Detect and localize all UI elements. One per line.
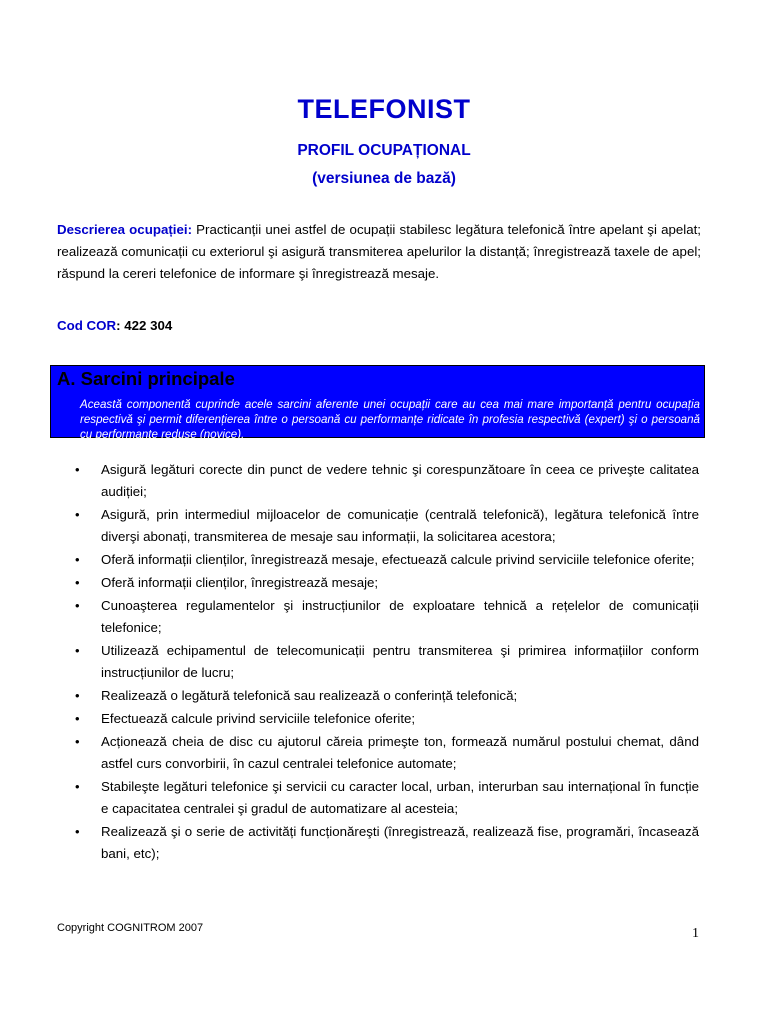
list-item [0, 459, 699, 503]
bullet-icon: • [75, 688, 80, 703]
task-text: Stabileşte legături telefonice şi servicii cu caracter local, urban, interurban sau internațional în funcție e capacitatea centralei şi gradul de automatizare al acesteia; [101, 779, 699, 816]
bullet-icon: • [75, 507, 80, 522]
cod-label: Cod COR [57, 318, 117, 333]
cod-value: 422 304 [120, 318, 173, 333]
document-version: (versiunea de bază) [312, 170, 456, 187]
list-item [0, 640, 699, 684]
list-item [0, 731, 699, 775]
footer-copyright: Copyright COGNITROM 2007 [57, 922, 204, 934]
list-item [0, 595, 699, 639]
task-text: Realizează şi o serie de activități funcționăreşti (înregistrează, realizează fise, programări, încasează bani, etc); [101, 824, 699, 861]
list-item [0, 708, 699, 730]
list-item [0, 685, 699, 707]
task-text: Acționează cheia de disc cu ajutorul căreia primeşte ton, formează numărul postului chemat, dând astfel curs convorbirii, în cazul centralei telefonice automate; [101, 734, 699, 771]
list-item [0, 572, 699, 594]
cod-cor [57, 315, 701, 337]
cod-colon: : [116, 318, 121, 333]
bullet-icon: • [75, 711, 80, 726]
task-list [0, 459, 768, 866]
description-text: Practicanții unei astfel de ocupații stabilesc legătura telefonică între apelant şi apelat; realizează comunicații cu exteriorul şi asigură transmiterea apelurilor la distanță; înregistrează taxele de apel; răspund la cereri telefonice de informare şi înregistrează mesaje. [57, 222, 701, 281]
bullet-icon: • [75, 734, 80, 749]
task-text: Oferă informații clienților, înregistrează mesaje, efectuează calcule privind serviciile telefonice oferite; [101, 552, 695, 567]
task-text: Efectuează calcule privind serviciile telefonice oferite; [101, 711, 416, 726]
bullet-icon: • [75, 598, 80, 613]
task-text: Asigură legături corecte din punct de vedere tehnic şi corespunzătoare în ceea ce priveşte calitatea audiției; [101, 462, 699, 499]
task-text: Utilizează echipamentul de telecomunicații pentru transmiterea şi primirea informațiilor conform instrucțiunilor de lucru; [101, 643, 699, 680]
bullet-icon: • [75, 779, 80, 794]
section-title: A. Sarcini principale [57, 368, 235, 389]
task-text: Realizează o legătură telefonică sau realizează o conferință telefonică; [101, 688, 518, 703]
page-number: 1 [692, 926, 699, 941]
section-note: Această componentă cuprinde acele sarcini aferente unei ocupații care au cea mai mare importanță pentru ocupația respectivă şi permit diferențierea între o persoană cu performanțe ridicate în profesia respectivă (expert) şi o persoană cu performanțe reduse (novice). [80, 398, 700, 441]
list-item [0, 821, 699, 865]
bullet-icon: • [75, 462, 80, 477]
list-item [0, 549, 699, 571]
task-text: Oferă informații clienților, înregistrează mesaje; [101, 575, 379, 590]
occupation-description [57, 219, 701, 285]
bullet-icon: • [75, 643, 80, 658]
section-header-box [50, 365, 705, 441]
bullet-icon: • [75, 824, 80, 839]
document-subtitle: PROFIL OCUPAȚIONAL [297, 142, 471, 159]
description-label: Descrierea ocupației [57, 222, 188, 237]
bullet-icon: • [75, 575, 80, 590]
task-text: Cunoaşterea regulamentelor şi instrucțiunilor de exploatare tehnică a rețelelor de comunicații telefonice; [101, 598, 699, 635]
list-item [0, 504, 699, 548]
list-item [0, 776, 699, 820]
description-colon: : [187, 222, 192, 237]
task-text: Asigură, prin intermediul mijloacelor de comunicație (centrală telefonică), legătura telefonică între diverşi abonați, transmiterea de mesaje sau informații, la solicitarea acestora; [101, 507, 699, 544]
document-title: TELEFONIST [297, 94, 471, 124]
bullet-icon: • [75, 552, 80, 567]
